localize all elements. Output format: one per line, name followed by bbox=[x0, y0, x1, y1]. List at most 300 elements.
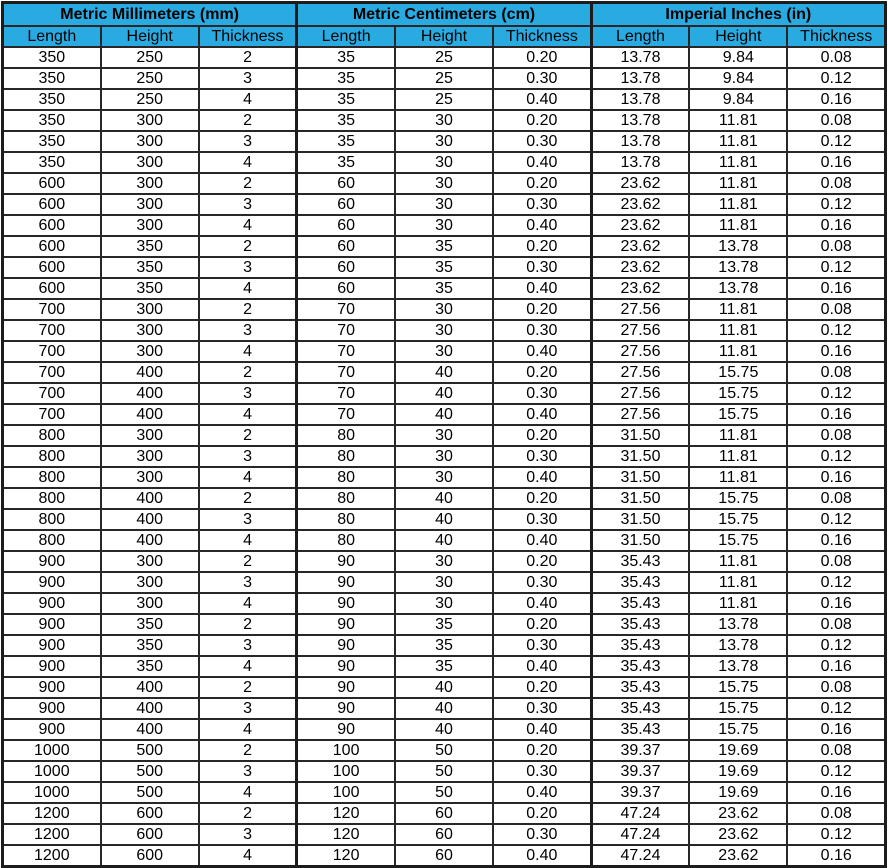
table-cell: 60 bbox=[297, 194, 395, 215]
table-cell: 11.81 bbox=[689, 320, 787, 341]
table-cell: 11.81 bbox=[689, 425, 787, 446]
table-cell: 30 bbox=[395, 341, 493, 362]
table-cell: 400 bbox=[101, 719, 199, 740]
table-cell: 0.20 bbox=[493, 740, 591, 761]
table-cell: 300 bbox=[101, 320, 199, 341]
table-row bbox=[3, 719, 886, 740]
table-cell: 0.30 bbox=[493, 572, 591, 593]
table-cell: 13.78 bbox=[689, 278, 787, 299]
table-cell: 30 bbox=[395, 446, 493, 467]
table-cell: 800 bbox=[3, 509, 101, 530]
table-cell: 30 bbox=[395, 215, 493, 236]
table-row bbox=[3, 362, 886, 383]
table-cell: 0.20 bbox=[493, 425, 591, 446]
table-cell: 30 bbox=[395, 131, 493, 152]
table-cell: 31.50 bbox=[591, 488, 689, 509]
table-cell: 4 bbox=[199, 719, 297, 740]
table-cell: 30 bbox=[395, 299, 493, 320]
table-cell: 11.81 bbox=[689, 152, 787, 173]
table-cell: 90 bbox=[297, 698, 395, 719]
table-cell: 0.16 bbox=[787, 215, 885, 236]
table-cell: 600 bbox=[3, 257, 101, 278]
table-cell: 2 bbox=[199, 173, 297, 194]
table-row bbox=[3, 257, 886, 278]
table-cell: 0.12 bbox=[787, 446, 885, 467]
table-cell: 2 bbox=[199, 614, 297, 635]
table-cell: 30 bbox=[395, 467, 493, 488]
table-cell: 800 bbox=[3, 425, 101, 446]
table-row bbox=[3, 194, 886, 215]
table-cell: 0.20 bbox=[493, 677, 591, 698]
table-row bbox=[3, 845, 886, 867]
table-cell: 70 bbox=[297, 383, 395, 404]
table-row bbox=[3, 824, 886, 845]
table-cell: 35.43 bbox=[591, 719, 689, 740]
table-row bbox=[3, 530, 886, 551]
table-cell: 2 bbox=[199, 110, 297, 131]
table-cell: 0.40 bbox=[493, 278, 591, 299]
table-cell: 350 bbox=[101, 236, 199, 257]
table-cell: 70 bbox=[297, 341, 395, 362]
table-cell: 0.12 bbox=[787, 320, 885, 341]
table-cell: 0.40 bbox=[493, 719, 591, 740]
table-cell: 80 bbox=[297, 467, 395, 488]
table-cell: 1000 bbox=[3, 782, 101, 803]
table-cell: 80 bbox=[297, 446, 395, 467]
table-cell: 0.20 bbox=[493, 362, 591, 383]
table-cell: 400 bbox=[101, 383, 199, 404]
table-row bbox=[3, 110, 886, 131]
table-row bbox=[3, 152, 886, 173]
table-cell: 900 bbox=[3, 635, 101, 656]
table-cell: 90 bbox=[297, 656, 395, 677]
table-cell: 2 bbox=[199, 677, 297, 698]
table-cell: 800 bbox=[3, 488, 101, 509]
table-cell: 27.56 bbox=[591, 320, 689, 341]
table-cell: 35 bbox=[297, 110, 395, 131]
table-cell: 39.37 bbox=[591, 761, 689, 782]
table-cell: 0.08 bbox=[787, 488, 885, 509]
table-cell: 2 bbox=[199, 236, 297, 257]
group-header-metric-cm: Metric Centimeters (cm) bbox=[297, 3, 591, 27]
table-cell: 400 bbox=[101, 404, 199, 425]
table-cell: 9.84 bbox=[689, 47, 787, 68]
table-cell: 4 bbox=[199, 593, 297, 614]
table-cell: 700 bbox=[3, 320, 101, 341]
table-row bbox=[3, 404, 886, 425]
table-cell: 500 bbox=[101, 782, 199, 803]
col-header-in-height: Height bbox=[689, 26, 787, 47]
table-cell: 35 bbox=[395, 257, 493, 278]
table-cell: 30 bbox=[395, 572, 493, 593]
table-cell: 0.20 bbox=[493, 299, 591, 320]
table-cell: 900 bbox=[3, 719, 101, 740]
table-cell: 4 bbox=[199, 656, 297, 677]
table-cell: 350 bbox=[3, 47, 101, 68]
table-cell: 30 bbox=[395, 194, 493, 215]
table-cell: 13.78 bbox=[689, 635, 787, 656]
table-cell: 3 bbox=[199, 68, 297, 89]
table-row bbox=[3, 467, 886, 488]
table-cell: 300 bbox=[101, 446, 199, 467]
table-cell: 800 bbox=[3, 446, 101, 467]
table-cell: 600 bbox=[3, 194, 101, 215]
table-cell: 35.43 bbox=[591, 677, 689, 698]
table-cell: 0.08 bbox=[787, 173, 885, 194]
table-cell: 11.81 bbox=[689, 299, 787, 320]
table-cell: 0.30 bbox=[493, 635, 591, 656]
table-cell: 0.40 bbox=[493, 845, 591, 867]
table-cell: 300 bbox=[101, 194, 199, 215]
table-cell: 39.37 bbox=[591, 782, 689, 803]
table-cell: 13.78 bbox=[591, 110, 689, 131]
table-cell: 700 bbox=[3, 362, 101, 383]
table-cell: 800 bbox=[3, 530, 101, 551]
table-row bbox=[3, 68, 886, 89]
table-cell: 3 bbox=[199, 131, 297, 152]
table-cell: 100 bbox=[297, 782, 395, 803]
table-cell: 11.81 bbox=[689, 593, 787, 614]
table-cell: 15.75 bbox=[689, 719, 787, 740]
table-cell: 23.62 bbox=[689, 824, 787, 845]
table-cell: 500 bbox=[101, 761, 199, 782]
table-cell: 800 bbox=[3, 467, 101, 488]
table-cell: 90 bbox=[297, 572, 395, 593]
table-cell: 30 bbox=[395, 110, 493, 131]
table-cell: 31.50 bbox=[591, 509, 689, 530]
table-cell: 3 bbox=[199, 446, 297, 467]
table-cell: 300 bbox=[101, 341, 199, 362]
table-cell: 35 bbox=[395, 236, 493, 257]
table-cell: 90 bbox=[297, 551, 395, 572]
table-cell: 300 bbox=[101, 152, 199, 173]
table-cell: 60 bbox=[297, 278, 395, 299]
table-cell: 0.30 bbox=[493, 68, 591, 89]
table-cell: 3 bbox=[199, 257, 297, 278]
table-cell: 0.40 bbox=[493, 656, 591, 677]
table-cell: 300 bbox=[101, 299, 199, 320]
table-cell: 600 bbox=[3, 215, 101, 236]
table-cell: 0.30 bbox=[493, 824, 591, 845]
table-row bbox=[3, 782, 886, 803]
table-cell: 400 bbox=[101, 530, 199, 551]
table-cell: 30 bbox=[395, 320, 493, 341]
table-cell: 27.56 bbox=[591, 341, 689, 362]
table-cell: 0.40 bbox=[493, 404, 591, 425]
table-cell: 23.62 bbox=[591, 173, 689, 194]
table-cell: 0.30 bbox=[493, 131, 591, 152]
table-row bbox=[3, 89, 886, 110]
table-cell: 0.40 bbox=[493, 215, 591, 236]
table-cell: 0.30 bbox=[493, 257, 591, 278]
table-row bbox=[3, 425, 886, 446]
table-cell: 40 bbox=[395, 488, 493, 509]
table-cell: 0.12 bbox=[787, 257, 885, 278]
table-row bbox=[3, 677, 886, 698]
table-cell: 35 bbox=[297, 68, 395, 89]
table-cell: 40 bbox=[395, 719, 493, 740]
table-cell: 11.81 bbox=[689, 467, 787, 488]
table-cell: 300 bbox=[101, 131, 199, 152]
table-row bbox=[3, 173, 886, 194]
table-cell: 11.81 bbox=[689, 110, 787, 131]
table-cell: 500 bbox=[101, 740, 199, 761]
table-cell: 40 bbox=[395, 404, 493, 425]
table-cell: 0.30 bbox=[493, 698, 591, 719]
table-cell: 39.37 bbox=[591, 740, 689, 761]
table-cell: 35 bbox=[395, 656, 493, 677]
table-cell: 15.75 bbox=[689, 488, 787, 509]
table-row bbox=[3, 740, 886, 761]
table-cell: 0.40 bbox=[493, 593, 591, 614]
table-cell: 1200 bbox=[3, 803, 101, 824]
table-cell: 0.12 bbox=[787, 194, 885, 215]
table-cell: 350 bbox=[3, 89, 101, 110]
table-cell: 30 bbox=[395, 551, 493, 572]
table-cell: 0.30 bbox=[493, 446, 591, 467]
table-cell: 50 bbox=[395, 761, 493, 782]
table-cell: 3 bbox=[199, 824, 297, 845]
table-row bbox=[3, 383, 886, 404]
table-cell: 120 bbox=[297, 845, 395, 867]
table-cell: 35.43 bbox=[591, 572, 689, 593]
table-cell: 120 bbox=[297, 803, 395, 824]
table-cell: 0.12 bbox=[787, 68, 885, 89]
table-cell: 19.69 bbox=[689, 761, 787, 782]
table-cell: 350 bbox=[3, 68, 101, 89]
table-cell: 13.78 bbox=[591, 131, 689, 152]
table-cell: 90 bbox=[297, 719, 395, 740]
table-cell: 11.81 bbox=[689, 572, 787, 593]
table-cell: 400 bbox=[101, 488, 199, 509]
table-cell: 35 bbox=[395, 278, 493, 299]
table-cell: 35 bbox=[395, 614, 493, 635]
table-cell: 0.16 bbox=[787, 278, 885, 299]
table-cell: 0.08 bbox=[787, 803, 885, 824]
table-cell: 4 bbox=[199, 530, 297, 551]
table-cell: 0.16 bbox=[787, 404, 885, 425]
table-cell: 60 bbox=[297, 257, 395, 278]
table-cell: 700 bbox=[3, 383, 101, 404]
table-cell: 0.20 bbox=[493, 47, 591, 68]
col-header-cm-length: Length bbox=[297, 26, 395, 47]
table-cell: 0.12 bbox=[787, 698, 885, 719]
table-cell: 11.81 bbox=[689, 194, 787, 215]
table-cell: 350 bbox=[3, 131, 101, 152]
table-cell: 0.16 bbox=[787, 467, 885, 488]
table-cell: 900 bbox=[3, 572, 101, 593]
table-cell: 11.81 bbox=[689, 551, 787, 572]
table-cell: 0.08 bbox=[787, 740, 885, 761]
table-cell: 0.20 bbox=[493, 236, 591, 257]
table-cell: 23.62 bbox=[591, 194, 689, 215]
table-cell: 0.16 bbox=[787, 656, 885, 677]
table-cell: 50 bbox=[395, 782, 493, 803]
table-cell: 0.08 bbox=[787, 614, 885, 635]
table-row bbox=[3, 320, 886, 341]
table-cell: 13.78 bbox=[689, 656, 787, 677]
table-cell: 0.20 bbox=[493, 488, 591, 509]
table-row bbox=[3, 278, 886, 299]
table-cell: 27.56 bbox=[591, 404, 689, 425]
table-cell: 13.78 bbox=[591, 89, 689, 110]
table-cell: 300 bbox=[101, 593, 199, 614]
table-cell: 0.12 bbox=[787, 824, 885, 845]
table-cell: 600 bbox=[101, 803, 199, 824]
table-cell: 1200 bbox=[3, 824, 101, 845]
table-cell: 31.50 bbox=[591, 446, 689, 467]
table-cell: 0.16 bbox=[787, 782, 885, 803]
table-cell: 0.12 bbox=[787, 635, 885, 656]
group-header-row bbox=[3, 3, 886, 27]
table-cell: 70 bbox=[297, 404, 395, 425]
table-row bbox=[3, 635, 886, 656]
table-cell: 0.40 bbox=[493, 152, 591, 173]
table-row bbox=[3, 656, 886, 677]
table-cell: 80 bbox=[297, 530, 395, 551]
table-cell: 11.81 bbox=[689, 446, 787, 467]
col-header-mm-height: Height bbox=[101, 26, 199, 47]
table-cell: 3 bbox=[199, 698, 297, 719]
table-cell: 90 bbox=[297, 677, 395, 698]
table-row bbox=[3, 614, 886, 635]
table-cell: 300 bbox=[101, 215, 199, 236]
table-cell: 60 bbox=[395, 803, 493, 824]
table-cell: 35 bbox=[297, 152, 395, 173]
table-cell: 31.50 bbox=[591, 425, 689, 446]
table-cell: 30 bbox=[395, 593, 493, 614]
table-cell: 0.30 bbox=[493, 761, 591, 782]
table-row bbox=[3, 47, 886, 68]
table-cell: 0.08 bbox=[787, 236, 885, 257]
table-cell: 300 bbox=[101, 467, 199, 488]
table-cell: 27.56 bbox=[591, 383, 689, 404]
table-cell: 4 bbox=[199, 215, 297, 236]
group-header-metric-mm: Metric Millimeters (mm) bbox=[3, 3, 297, 27]
table-cell: 35.43 bbox=[591, 593, 689, 614]
table-cell: 2 bbox=[199, 425, 297, 446]
table-cell: 0.30 bbox=[493, 383, 591, 404]
table-row bbox=[3, 488, 886, 509]
table-cell: 0.12 bbox=[787, 509, 885, 530]
conversion-table bbox=[1, 1, 887, 868]
table-cell: 0.16 bbox=[787, 341, 885, 362]
table-cell: 0.40 bbox=[493, 341, 591, 362]
group-header-imperial-in: Imperial Inches (in) bbox=[591, 3, 885, 27]
table-cell: 40 bbox=[395, 530, 493, 551]
table-cell: 0.16 bbox=[787, 593, 885, 614]
table-cell: 15.75 bbox=[689, 698, 787, 719]
table-cell: 0.20 bbox=[493, 803, 591, 824]
page bbox=[0, 1, 888, 864]
table-cell: 1200 bbox=[3, 845, 101, 867]
table-cell: 11.81 bbox=[689, 131, 787, 152]
table-cell: 0.16 bbox=[787, 89, 885, 110]
table-cell: 23.62 bbox=[591, 257, 689, 278]
table-cell: 350 bbox=[101, 278, 199, 299]
table-cell: 15.75 bbox=[689, 677, 787, 698]
table-cell: 300 bbox=[101, 551, 199, 572]
table-cell: 60 bbox=[297, 215, 395, 236]
table-cell: 600 bbox=[101, 845, 199, 867]
table-cell: 700 bbox=[3, 404, 101, 425]
table-cell: 350 bbox=[101, 635, 199, 656]
table-cell: 2 bbox=[199, 803, 297, 824]
table-cell: 0.16 bbox=[787, 530, 885, 551]
table-cell: 80 bbox=[297, 488, 395, 509]
table-cell: 47.24 bbox=[591, 803, 689, 824]
table-cell: 35 bbox=[297, 89, 395, 110]
table-cell: 15.75 bbox=[689, 362, 787, 383]
table-cell: 35.43 bbox=[591, 551, 689, 572]
table-cell: 0.12 bbox=[787, 572, 885, 593]
table-cell: 23.62 bbox=[591, 278, 689, 299]
table-cell: 35.43 bbox=[591, 635, 689, 656]
col-header-in-thickness: Thickness bbox=[787, 26, 885, 47]
table-cell: 25 bbox=[395, 68, 493, 89]
table-cell: 13.78 bbox=[591, 68, 689, 89]
table-cell: 0.12 bbox=[787, 761, 885, 782]
table-cell: 350 bbox=[3, 152, 101, 173]
table-cell: 350 bbox=[101, 656, 199, 677]
table-cell: 13.78 bbox=[591, 47, 689, 68]
table-cell: 0.20 bbox=[493, 614, 591, 635]
table-cell: 0.16 bbox=[787, 152, 885, 173]
table-cell: 900 bbox=[3, 593, 101, 614]
table-cell: 25 bbox=[395, 89, 493, 110]
table-cell: 3 bbox=[199, 761, 297, 782]
table-cell: 900 bbox=[3, 551, 101, 572]
table-cell: 0.20 bbox=[493, 110, 591, 131]
table-cell: 100 bbox=[297, 761, 395, 782]
table-cell: 23.62 bbox=[591, 236, 689, 257]
table-cell: 0.12 bbox=[787, 131, 885, 152]
table-cell: 27.56 bbox=[591, 299, 689, 320]
table-cell: 900 bbox=[3, 698, 101, 719]
table-cell: 2 bbox=[199, 551, 297, 572]
table-cell: 400 bbox=[101, 509, 199, 530]
table-cell: 13.78 bbox=[689, 236, 787, 257]
table-cell: 40 bbox=[395, 698, 493, 719]
table-cell: 40 bbox=[395, 509, 493, 530]
table-row bbox=[3, 698, 886, 719]
table-cell: 11.81 bbox=[689, 173, 787, 194]
table-cell: 4 bbox=[199, 845, 297, 867]
table-cell: 250 bbox=[101, 89, 199, 110]
col-header-mm-thickness: Thickness bbox=[199, 26, 297, 47]
table-cell: 600 bbox=[3, 278, 101, 299]
table-cell: 900 bbox=[3, 614, 101, 635]
column-header-row bbox=[3, 26, 886, 47]
table-cell: 23.62 bbox=[591, 215, 689, 236]
table-cell: 0.08 bbox=[787, 677, 885, 698]
table-cell: 2 bbox=[199, 47, 297, 68]
table-cell: 3 bbox=[199, 572, 297, 593]
table-cell: 0.40 bbox=[493, 530, 591, 551]
table-cell: 11.81 bbox=[689, 341, 787, 362]
table-row bbox=[3, 509, 886, 530]
table-cell: 3 bbox=[199, 320, 297, 341]
table-cell: 40 bbox=[395, 383, 493, 404]
table-cell: 40 bbox=[395, 677, 493, 698]
table-cell: 35 bbox=[297, 131, 395, 152]
table-cell: 0.08 bbox=[787, 299, 885, 320]
table-row bbox=[3, 803, 886, 824]
table-cell: 2 bbox=[199, 299, 297, 320]
table-cell: 300 bbox=[101, 173, 199, 194]
table-cell: 600 bbox=[101, 824, 199, 845]
table-cell: 3 bbox=[199, 383, 297, 404]
